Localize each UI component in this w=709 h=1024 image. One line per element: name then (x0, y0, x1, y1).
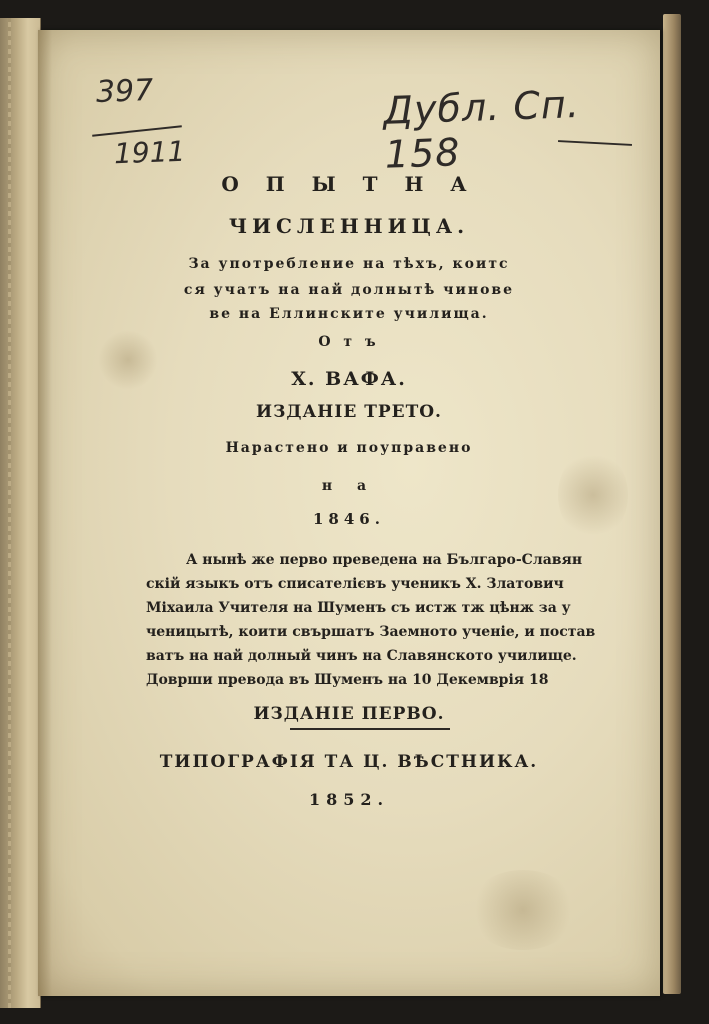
paragraph-line: ченицытѣ, коити свършатъ Заемното ученіе, и постав (146, 624, 596, 640)
title-page (38, 30, 660, 996)
print-year: 1852. (308, 790, 390, 809)
title-line-2: ЧИСЛЕННИЦА. (228, 214, 470, 238)
subtitle-line-3: ве на Еллинските училища. (209, 306, 489, 322)
paragraph-line: Міхаила Учителя на Шуменъ съ истж тж цѣнж за у (146, 600, 571, 616)
book-cover-edge (663, 14, 681, 994)
paragraph-line: ватъ на най долный чинъ на Славянското училище. (146, 648, 577, 664)
subtitle-line-2: ся учатъ на най долнытѣ чинове (183, 282, 515, 298)
handwritten-shelfmark-number: 397 (95, 73, 154, 110)
paragraph-line: скій языкъ отъ списателієвъ ученикъ Х. Златович (146, 576, 564, 592)
first-edition-underline (290, 728, 450, 730)
book-spine (0, 18, 41, 1008)
title-line-1: О П Ы Т Н А (221, 172, 477, 196)
original-year: 1846. (313, 510, 385, 528)
on-label: н а (321, 478, 377, 494)
handwritten-shelfmark-year: 1911 (113, 134, 186, 171)
paragraph-line: Доврши превода въ Шуменъ на 10 Декемврія 18 (146, 672, 549, 688)
subtitle-line-1: За употребление на тѣхъ, коитс (188, 256, 510, 272)
first-edition-label: ИЗДАНІЕ ПЕРВО. (253, 704, 445, 724)
printer-imprint: ТИПОГРАФІЯ ТА Ц. ВѢСТНИКА. (159, 752, 539, 772)
expanded-note: Нарастено и поуправено (225, 440, 473, 456)
translation-paragraph (146, 548, 612, 692)
foxing-stain (468, 870, 578, 950)
handwritten-catalog-mark: Дубл. Сп. 158 (382, 81, 581, 177)
edition-label: ИЗДАНІЕ ТРЕТО. (256, 402, 442, 422)
by-label: О т ъ (318, 334, 380, 350)
paragraph-line: А нынѣ же перво преведена на Българо-Славян (186, 552, 583, 568)
author-name: Х. ВАФА. (291, 368, 407, 390)
